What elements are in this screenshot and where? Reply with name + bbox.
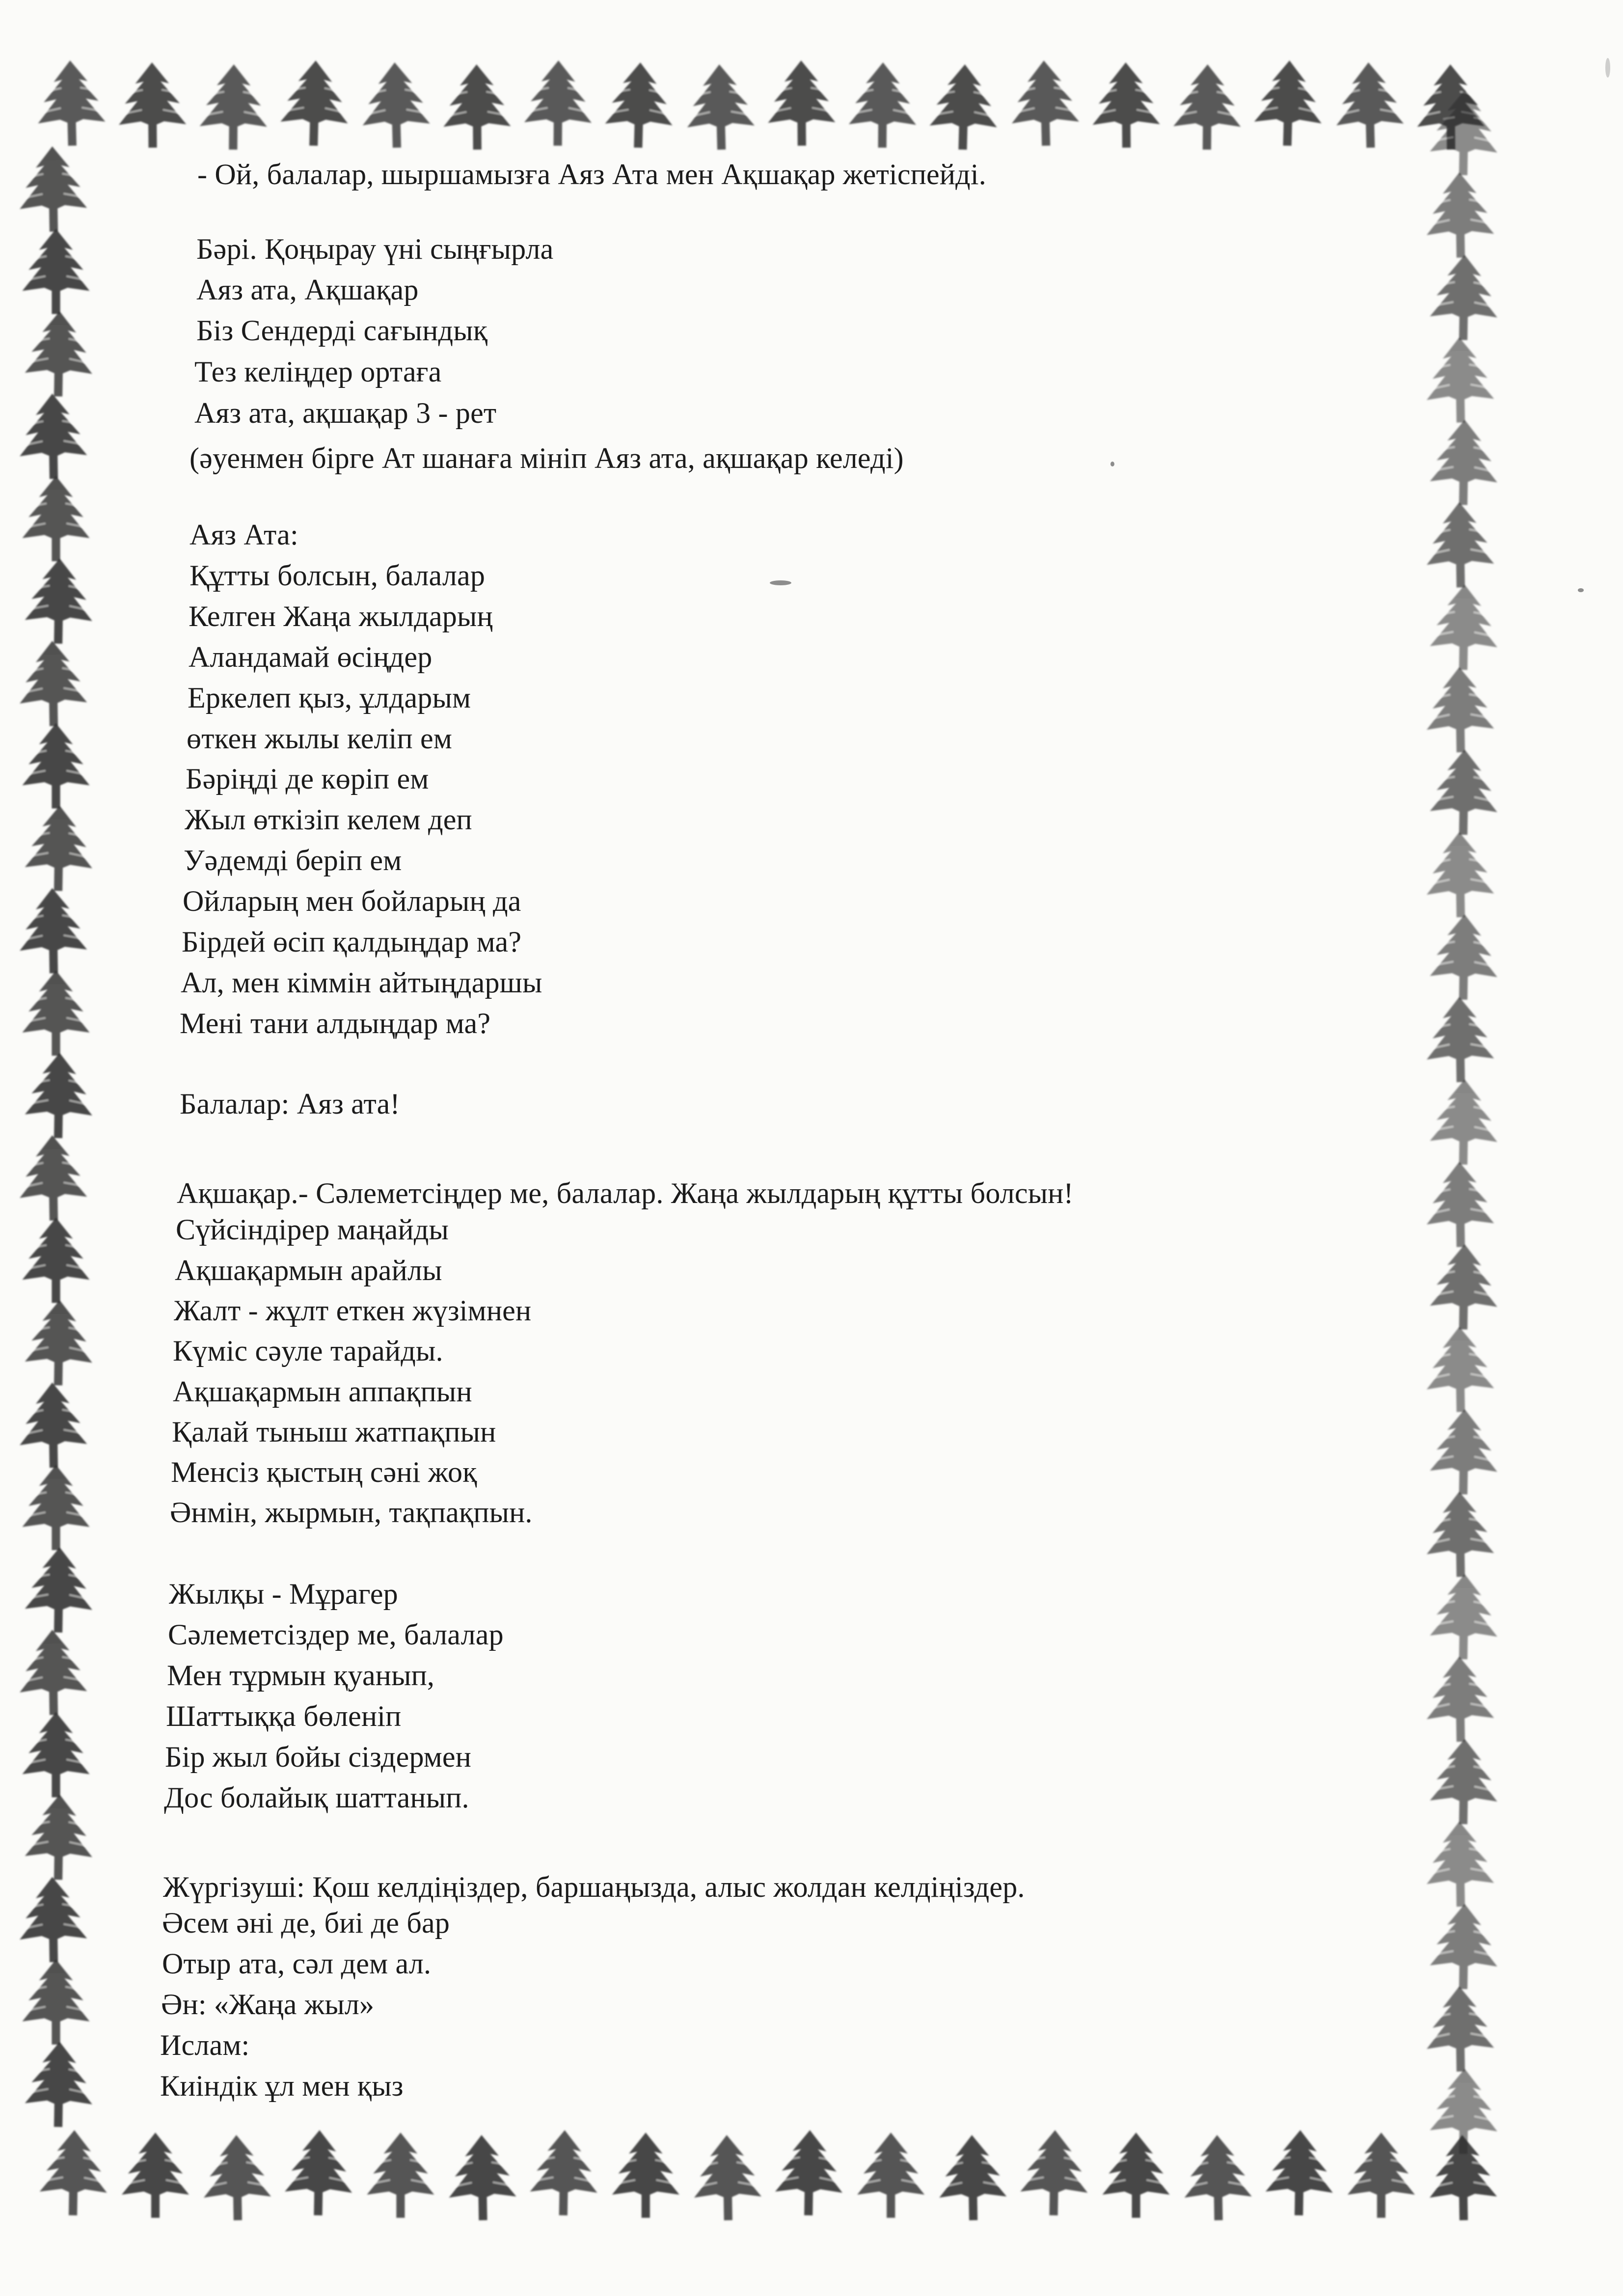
text-line: Біз Сендерді сағындық	[196, 314, 488, 347]
text-line: Құтты болсын, балалар	[189, 559, 486, 592]
text-line: Тез келіңдер ортаға	[194, 355, 442, 388]
text-line: өткен жылы келіп ем	[187, 722, 453, 755]
text-line: (әуенмен бірге Ат шанаға мініп Аяз ата, ақшақар келеді)	[189, 442, 904, 474]
text-line: Балалар: Аяз ата!	[180, 1088, 400, 1120]
text-line: Аяз ата, ақшақар 3 - рет	[194, 397, 497, 429]
text-line: Мен тұрмын қуанып,	[167, 1659, 435, 1692]
text-line: Аландамай өсіңдер	[189, 641, 433, 673]
text-line: Бір жыл бойы сіздермен	[165, 1741, 472, 1773]
scan-speck	[1578, 588, 1584, 592]
text-line: Ойларың мен бойларың да	[183, 885, 521, 917]
text-line: Бәріңді де көріп ем	[186, 763, 429, 795]
text-line: Жыл өткізіп келем деп	[185, 803, 472, 836]
text-line: Бірдей өсіп қалдыңдар ма?	[182, 926, 522, 958]
scan-speck	[770, 580, 791, 585]
text-line: Жүргізуші: Қош келдіңіздер, баршаңызда, алыс жолдан келдіңіздер.	[163, 1871, 1025, 1903]
text-line: Ақшақар.- Сәлеметсіңдер ме, балалар. Жаңа жылдарың құтты болсын!	[177, 1177, 1074, 1209]
text-line: Ән: «Жаңа жыл»	[161, 1988, 375, 2021]
text-line: Мені тани алдыңдар ма?	[180, 1007, 491, 1039]
text-line: Күміс сәуле тарайды.	[173, 1335, 443, 1367]
text-line: Жылқы - Мұрагер	[169, 1578, 398, 1610]
text-line: Ақшақармын аппақпын	[173, 1375, 472, 1408]
text-line: Сүйсіндірер маңайды	[176, 1213, 449, 1246]
text-line: Жалт - жұлт еткен жүзімнен	[174, 1294, 532, 1327]
text-line: Аяз ата, Ақшақар	[196, 273, 419, 306]
text-line: Ислам:	[160, 2029, 250, 2061]
scan-speck	[1605, 58, 1610, 78]
text-line: Отыр ата, сәл дем ал.	[162, 1947, 432, 1980]
text-line: Шаттыққа бөленіп	[166, 1700, 402, 1732]
text-line: Ақшақармын арайлы	[175, 1254, 442, 1286]
text-line: Қалай тыныш жатпақпын	[172, 1416, 496, 1448]
text-line: Еркелеп қыз, ұлдарым	[188, 682, 471, 714]
text-line: - Ой, балалар, шыршамызға Аяз Ата мен Ақшақар жетіспейді.	[197, 158, 986, 191]
scan-speck	[1110, 462, 1114, 466]
text-line: Сәлеметсіздер ме, балалар	[168, 1618, 504, 1651]
text-line: Дос болайық шаттанып.	[164, 1781, 469, 1814]
text-line: Аяз Ата:	[189, 519, 298, 551]
text-line: Келген Жаңа жылдарың	[189, 600, 493, 632]
text-line: Бәрі. Қоңырау үні сыңғырла	[196, 233, 554, 265]
text-line: Ал, мен кіммін айтыңдаршы	[181, 966, 542, 999]
text-line: Уәдемді беріп ем	[184, 844, 402, 876]
text-line: Менсіз қыстың сәні жоқ	[171, 1456, 477, 1488]
text-line: Киіндік ұл мен қыз	[160, 2070, 404, 2102]
text-line: Әнмін, жырмын, тақпақпын.	[170, 1496, 533, 1529]
text-line: Әсем әні де, биі де бар	[162, 1907, 450, 1939]
